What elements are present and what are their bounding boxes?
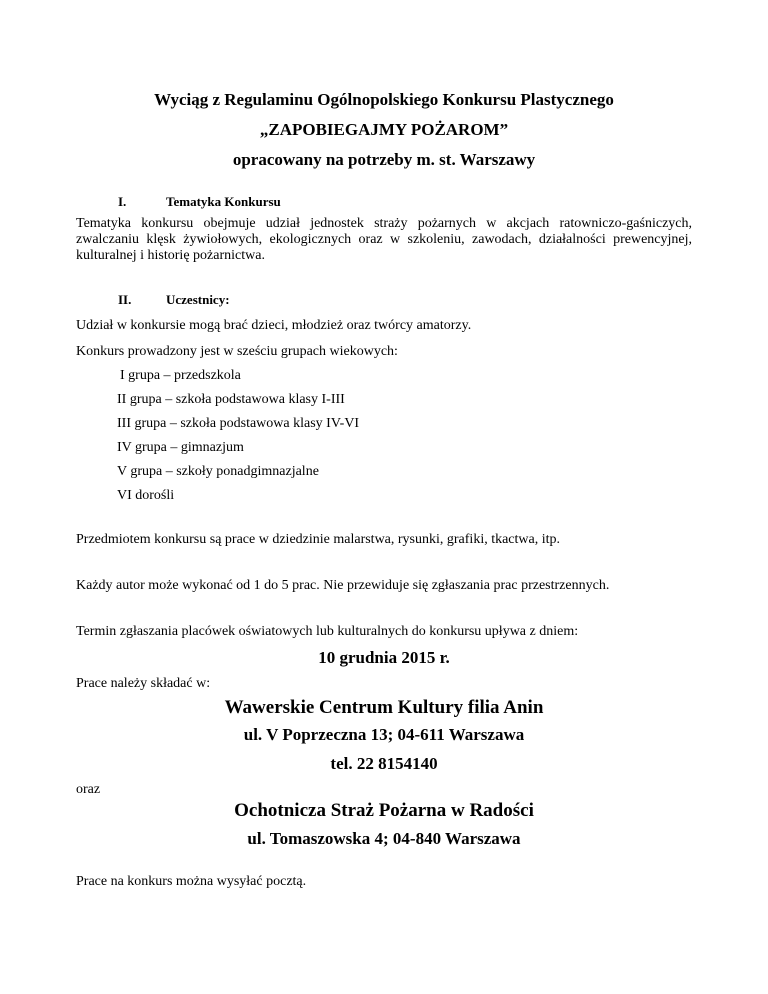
works-limit-text: Każdy autor może wykonać od 1 do 5 prac. Nie przewiduje się zgłaszania prac przestrzennych. [76, 578, 610, 593]
mail-note: Prace na konkurs można wysyłać pocztą. [76, 874, 307, 889]
age-group-item: II grupa – szkoła podstawowa klasy I-III [117, 392, 345, 407]
participants-intro: Udział w konkursie mogą brać dzieci, młodzież oraz twórcy amatorzy. [76, 318, 472, 333]
doc-title-line2: „ZAPOBIEGAJMY POŻAROM” [259, 120, 509, 139]
subject-text: Przedmiotem konkursu są prace w dziedzinie malarstwa, rysunki, grafiki, tkactwa, itp. [76, 532, 561, 547]
deadline-intro: Termin zgłaszania placówek oświatowych lub kulturalnych do konkursu upływa z dniem: [76, 624, 579, 639]
section1-text: Tematyka konkursu obejmuje udział jednostek straży pożarnych w akcjach ratowniczo-gaśniczych, zwalczaniu klęsk żywiołowych, ekologicznych oraz w szkoleniu, zawodach, działalności prewencyjnej, kulturalnej i historię pożarnictwa. [76, 216, 692, 263]
venue1-phone: tel. 22 8154140 [330, 754, 438, 773]
or-text: oraz [76, 782, 101, 797]
age-group-item: VI dorośli [117, 488, 175, 503]
doc-title-line3: opracowany na potrzeby m. st. Warszawy [232, 150, 536, 169]
age-groups-intro: Konkurs prowadzony jest w sześciu grupach wiekowych: [76, 344, 398, 359]
venue1-name: Wawerskie Centrum Kultury filia Anin [224, 697, 544, 718]
deadline-date: 10 grudnia 2015 r. [318, 648, 450, 667]
section2-title: Uczestnicy: [166, 292, 230, 307]
venue1-address: ul. V Poprzeczna 13; 04-611 Warszawa [243, 725, 525, 744]
age-group-item: V grupa – szkoły ponadgimnazjalne [117, 464, 319, 479]
section1-title: Tematyka Konkursu [166, 194, 281, 209]
age-group-item: IV grupa – gimnazjum [117, 440, 244, 455]
venue2-address: ul. Tomaszowska 4; 04-840 Warszawa [247, 829, 521, 848]
age-group-item: III grupa – szkoła podstawowa klasy IV-VI [117, 416, 360, 431]
section1-number: I. [118, 194, 127, 209]
section2-number: II. [118, 292, 132, 307]
age-group-item: I grupa – przedszkola [120, 368, 241, 383]
submission-intro: Prace należy składać w: [76, 676, 211, 691]
venue2-name: Ochotnicza Straż Pożarna w Radości [234, 800, 534, 821]
doc-title-line1: Wyciąg z Regulaminu Ogólnopolskiego Konkursu Plastycznego [154, 90, 614, 109]
